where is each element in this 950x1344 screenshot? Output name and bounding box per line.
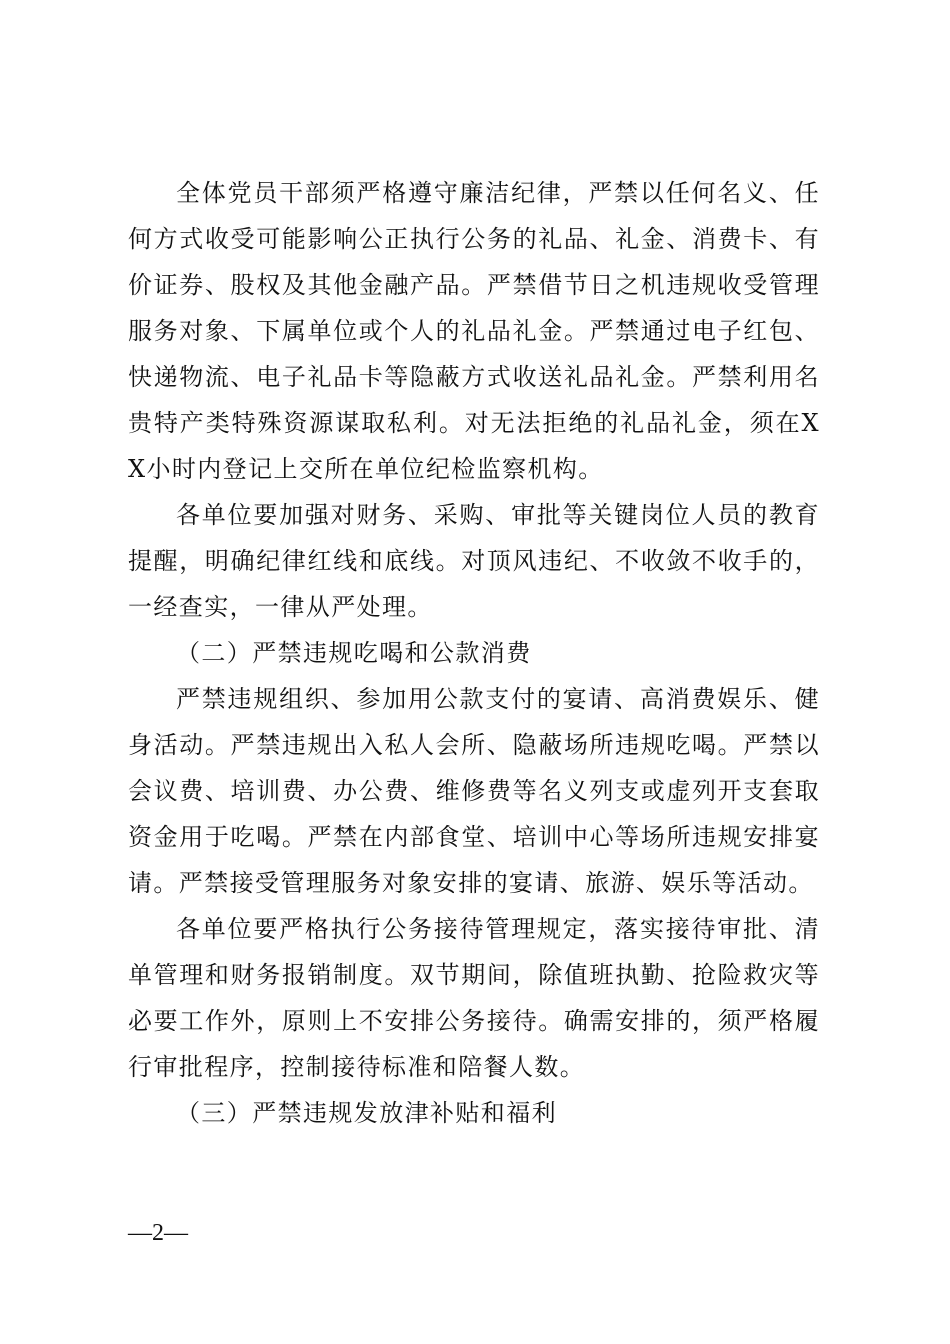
- section-heading-allowances: （三）严禁违规发放津补贴和福利: [176, 1099, 557, 1127]
- section-heading-dining: （二）严禁违规吃喝和公款消费: [176, 639, 532, 667]
- page-number: —2—: [128, 1220, 188, 1246]
- paragraph-dining-ban: 严禁违规组织、参加用公款支付的宴请、高消费娱乐、健身活动。严禁违规出入私人会所、隐蔽场所违规吃喝。严禁以会议费、培训费、办公费、维修费等名义列支或虚列开支套取资金用于吃喝。严禁在内部食堂、培训中心等场所违规安排宴请。严禁接受管理服务对象安排的宴请、旅游、娱乐等活动。: [128, 685, 820, 897]
- paragraph-gift-discipline: 全体党员干部须严格遵守廉洁纪律，严禁以任何名义、任何方式收受可能影响公正执行公务的礼品、礼金、消费卡、有价证券、股权及其他金融产品。严禁借节日之机违规收受管理服务对象、下属单位或个人的礼品礼金。严禁通过电子红包、快递物流、电子礼品卡等隐蔽方式收送礼品礼金。严禁利用名贵特产类特殊资源谋取私利。对无法拒绝的礼品礼金，须在XX小时内登记上交所在单位纪检监察机构。: [128, 179, 820, 483]
- document-body: [128, 170, 820, 1136]
- paragraph-key-post-education: 各单位要加强对财务、采购、审批等关键岗位人员的教育提醒，明确纪律红线和底线。对顶风违纪、不收敛不收手的，一经查实，一律从严处理。: [128, 501, 820, 621]
- paragraph-reception-rules: 各单位要严格执行公务接待管理规定，落实接待审批、清单管理和财务报销制度。双节期间，除值班执勤、抢险救灾等必要工作外，原则上不安排公务接待。确需安排的，须严格履行审批程序，控制接待标准和陪餐人数。: [128, 915, 820, 1081]
